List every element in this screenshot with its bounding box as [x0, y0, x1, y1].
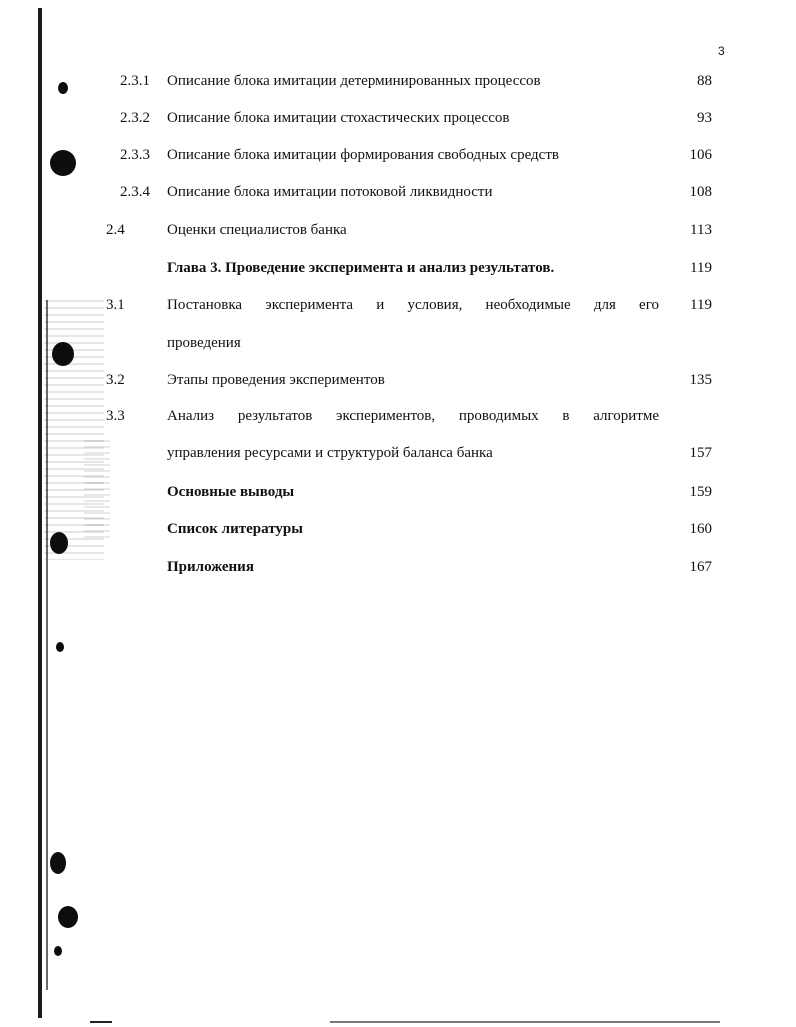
toc-title: Описание блока имитации стохастических процессов — [167, 110, 510, 126]
toc-page: 157 — [689, 445, 712, 461]
bottom-edge-line — [330, 1021, 720, 1023]
toc-title: Описание блока имитации формирования свободных средств — [167, 147, 559, 163]
toc-number: 3.3 — [106, 408, 125, 424]
toc-entry — [0, 70, 796, 92]
toc-entry — [0, 181, 796, 203]
toc-number: 3.1 — [106, 297, 125, 313]
toc-entry — [0, 405, 796, 427]
toc-number: 2.3.1 — [120, 73, 150, 89]
toc-title: Основные выводы — [167, 484, 295, 500]
bottom-edge-line — [90, 1021, 112, 1023]
toc-title-line: Анализ результатов экспериментов, проводимых в алгоритме — [167, 408, 659, 424]
toc-entry — [0, 369, 796, 391]
toc-entry — [0, 294, 796, 316]
punch-hole — [56, 642, 64, 652]
toc-title: Описание блока имитации потоковой ликвидности — [167, 184, 493, 200]
toc-page: 106 — [689, 147, 712, 163]
toc-entry-continuation — [0, 442, 796, 464]
toc-number: 3.2 — [106, 372, 125, 388]
toc-title-line: Постановка эксперимента и условия, необходимые для его — [167, 297, 659, 313]
toc-page: 119 — [690, 297, 712, 313]
toc-title: Оценки специалистов банка — [167, 222, 347, 238]
page-number: 3 — [718, 44, 725, 58]
toc-title: Описание блока имитации детерминированных процессов — [167, 73, 541, 89]
toc-page: 160 — [689, 521, 712, 537]
toc-chapter-entry — [0, 556, 796, 578]
toc-title: Приложения — [167, 559, 254, 575]
toc-entry — [0, 107, 796, 129]
punch-hole — [58, 906, 78, 928]
toc-chapter-entry — [0, 257, 796, 279]
toc-chapter-entry — [0, 518, 796, 540]
toc-chapter-entry — [0, 481, 796, 503]
toc-title: Этапы проведения экспериментов — [167, 372, 385, 388]
toc-page: 113 — [690, 222, 712, 238]
toc-title-line: проведения — [167, 335, 241, 351]
toc-title: Глава 3. Проведение эксперимента и анализ результатов. — [167, 260, 555, 276]
toc-entry — [0, 144, 796, 166]
toc-number: 2.3.4 — [120, 184, 150, 200]
toc-title-line: управления ресурсами и структурой баланса банка — [167, 445, 493, 461]
toc-page: 135 — [689, 372, 712, 388]
toc-entry-continuation — [0, 332, 796, 354]
toc-title: Список литературы — [167, 521, 303, 537]
toc-page: 93 — [697, 110, 712, 126]
toc-page: 119 — [690, 260, 712, 276]
toc-page: 108 — [689, 184, 712, 200]
punch-hole — [54, 946, 62, 956]
toc-number: 2.3.3 — [120, 147, 150, 163]
toc-number: 2.4 — [106, 222, 125, 238]
toc-page: 167 — [689, 559, 712, 575]
toc-page: 159 — [689, 484, 712, 500]
toc-entry — [0, 219, 796, 241]
toc-page: 88 — [697, 73, 712, 89]
toc-number: 2.3.2 — [120, 110, 150, 126]
punch-hole — [50, 852, 66, 874]
